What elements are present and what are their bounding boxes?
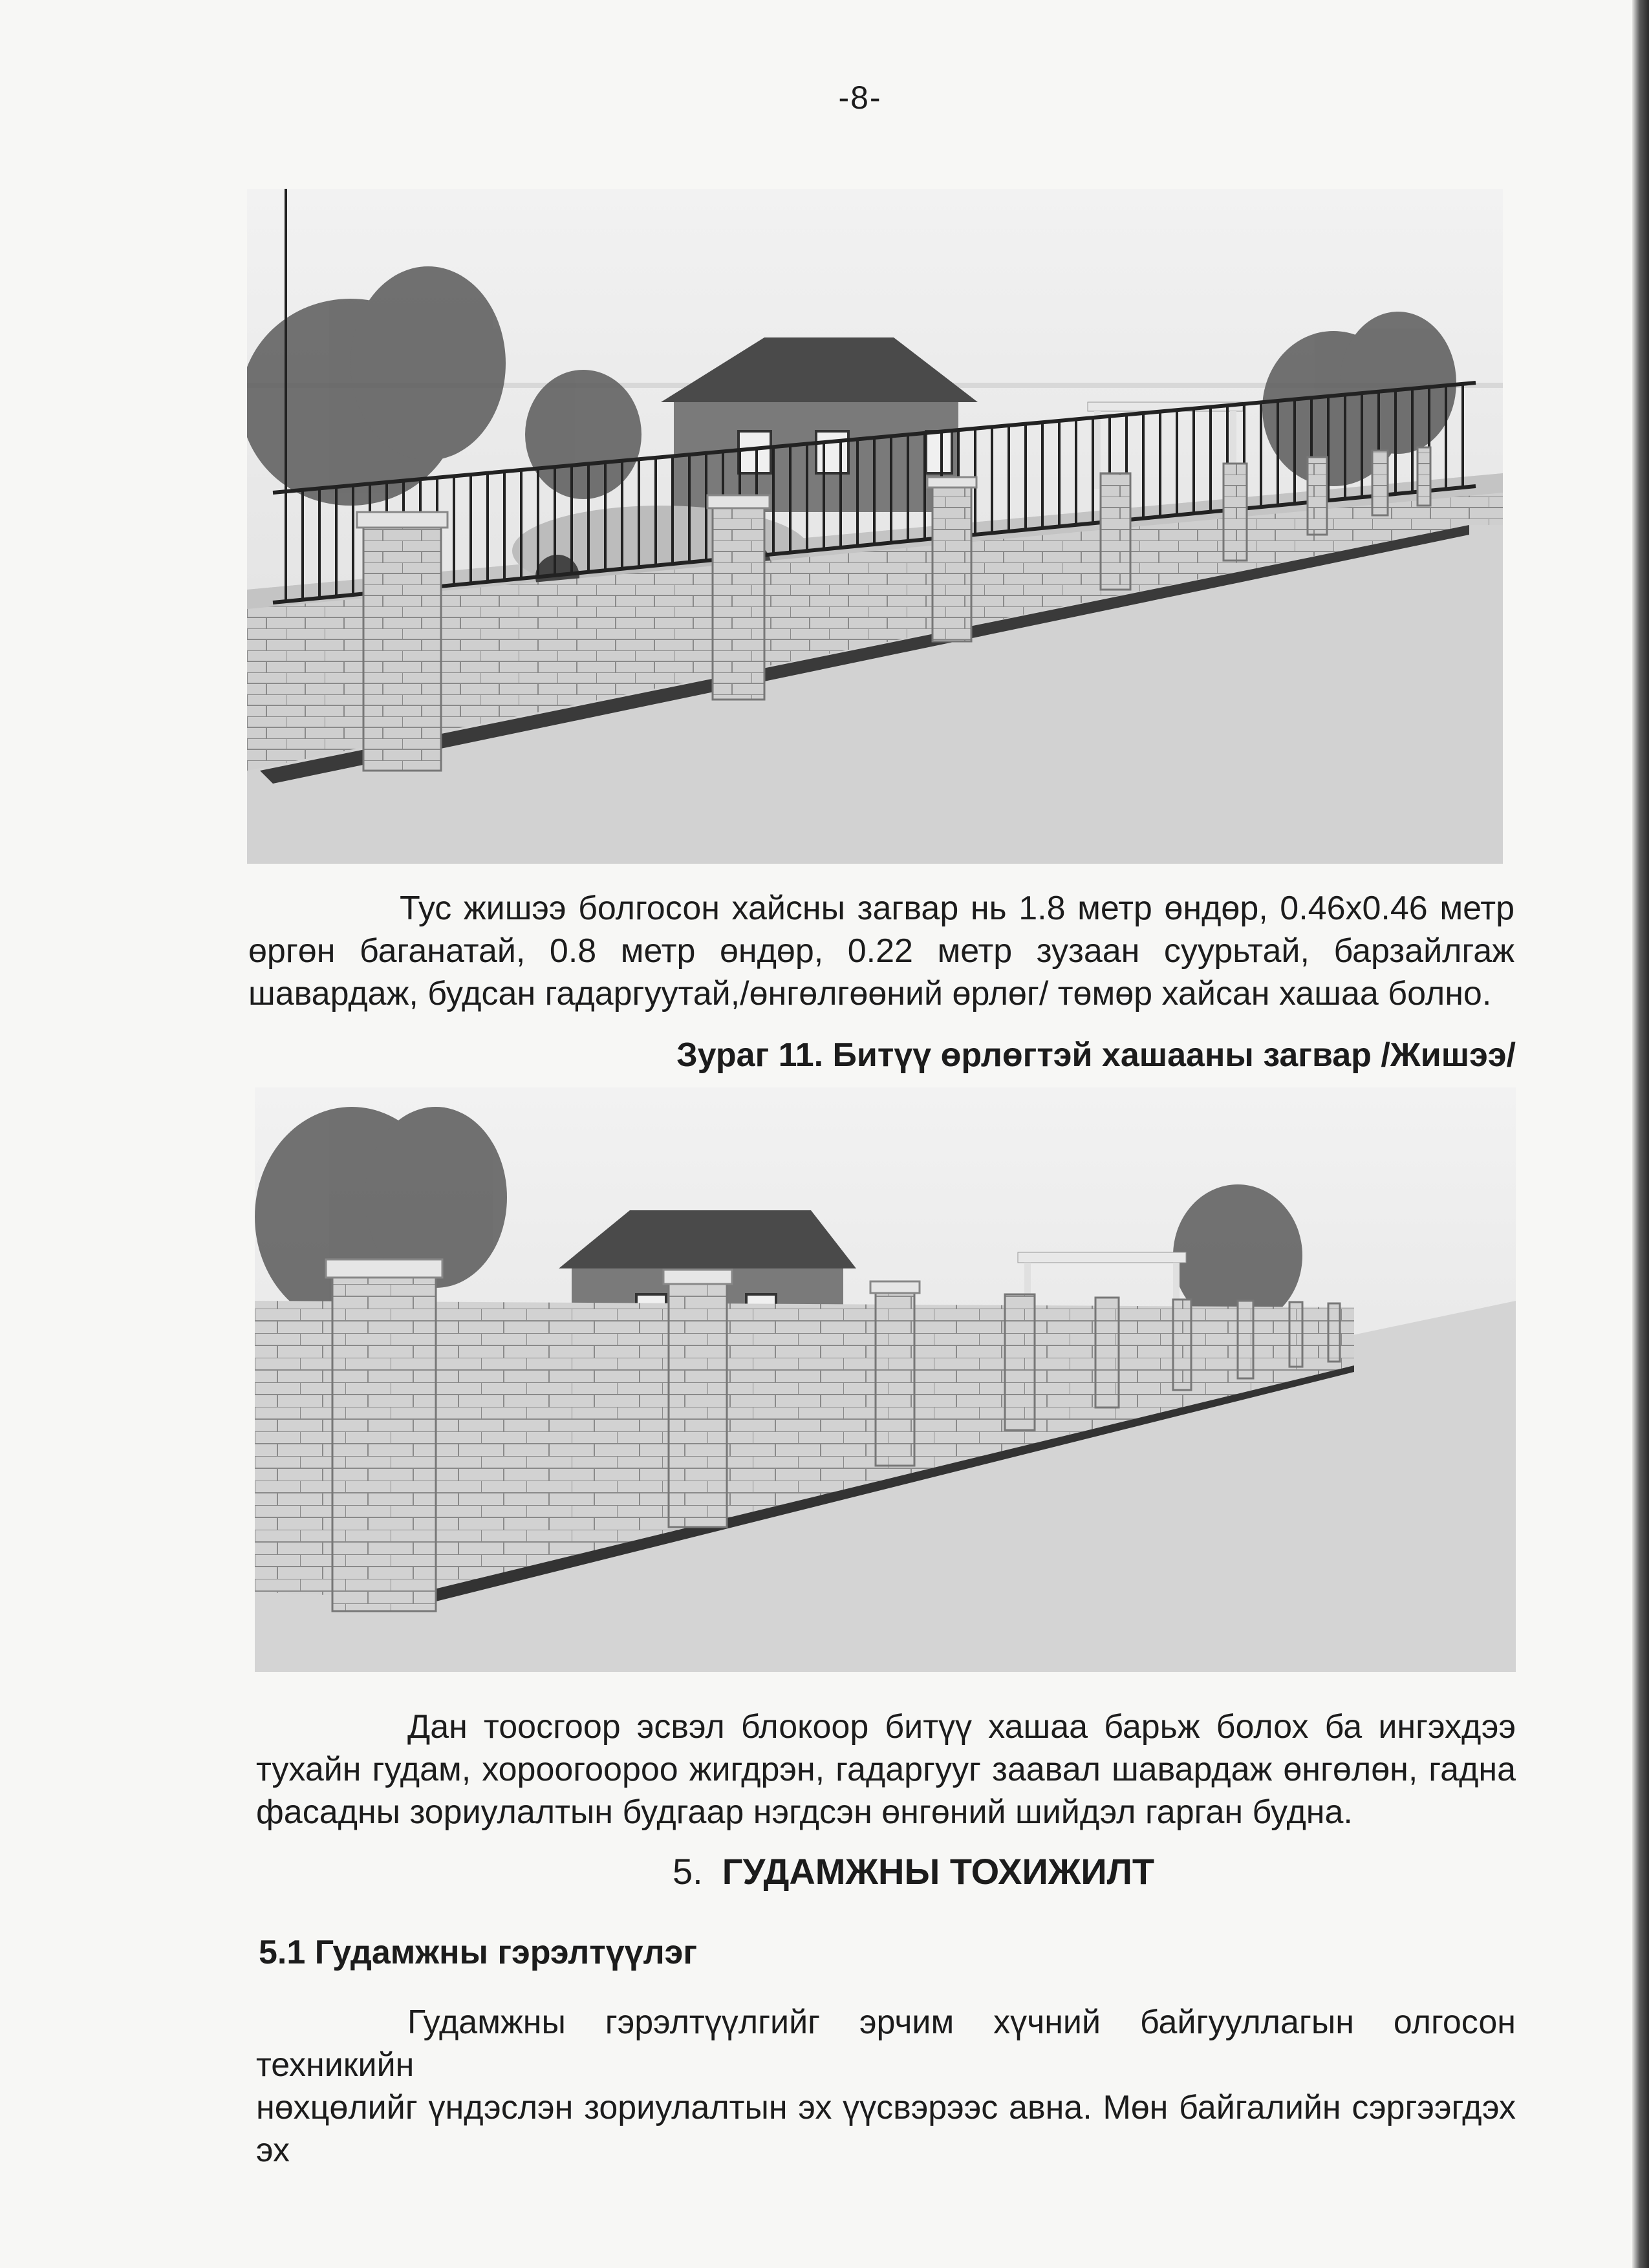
paragraph-line: өргөн баганатай, 0.8 метр өндөр, 0.22 метр зузаан суурьтай, барзайлгаж: [248, 932, 1514, 970]
solid-fence-illustration: [255, 1087, 1516, 1672]
page-number: -8-: [838, 80, 882, 116]
paragraph-line: нөхцөлийг үндэслэн зориулалтын эх үүсвэрээс авна. Мөн байгалийн сэргээгдэх эх: [256, 2089, 1516, 2169]
figure-caption: Зураг 11. Битүү өрлөгтэй хашааны загвар /Жишээ/: [676, 1036, 1516, 1074]
railing-fence-illustration: [247, 189, 1503, 864]
paragraph-fence-description: [248, 887, 1514, 1015]
subsection-heading: 5.1 Гудамжны гэрэлтүүлэг: [259, 1934, 698, 1971]
paragraph-line: Дан тоосгоор эсвэл блокоор битүү хашаа барьж болох ба ингэхдээ: [407, 1708, 1516, 1746]
paragraph-street-lighting: [256, 2001, 1516, 2172]
section-number: 5.: [673, 1851, 703, 1892]
paragraph-line: Тус жишээ болгосон хайсны загвар нь 1.8 метр өндөр, 0.46х0.46 метр: [400, 890, 1514, 927]
scan-edge: [1632, 0, 1649, 2268]
section-heading: [673, 1850, 1154, 1892]
section-title: ГУДАМЖНЫ ТОХИЖИЛТ: [722, 1851, 1155, 1892]
paragraph-line: шавардаж, будсан гадаргуутай,/өнгөлгөөний өрлөг/ төмөр хайсан хашаа болно.: [248, 975, 1492, 1012]
paragraph-solid-fence-note: [256, 1706, 1516, 1834]
paragraph-line: тухайн гудам, хороогоороо жигдрэн, гадаргууг заавал шавардаж өнгөлөн, гадна: [256, 1751, 1516, 1788]
paragraph-line: Гудамжны гэрэлтүүлгийг эрчим хүчний байгууллагын олгосон техникийн: [256, 2004, 1516, 2084]
figure-railing-fence-render: [247, 189, 1503, 864]
figure-solid-fence-render: [255, 1087, 1516, 1672]
paragraph-line: фасадны зориулалтын будгаар нэгдсэн өнгөний шийдэл гарган будна.: [256, 1793, 1353, 1831]
